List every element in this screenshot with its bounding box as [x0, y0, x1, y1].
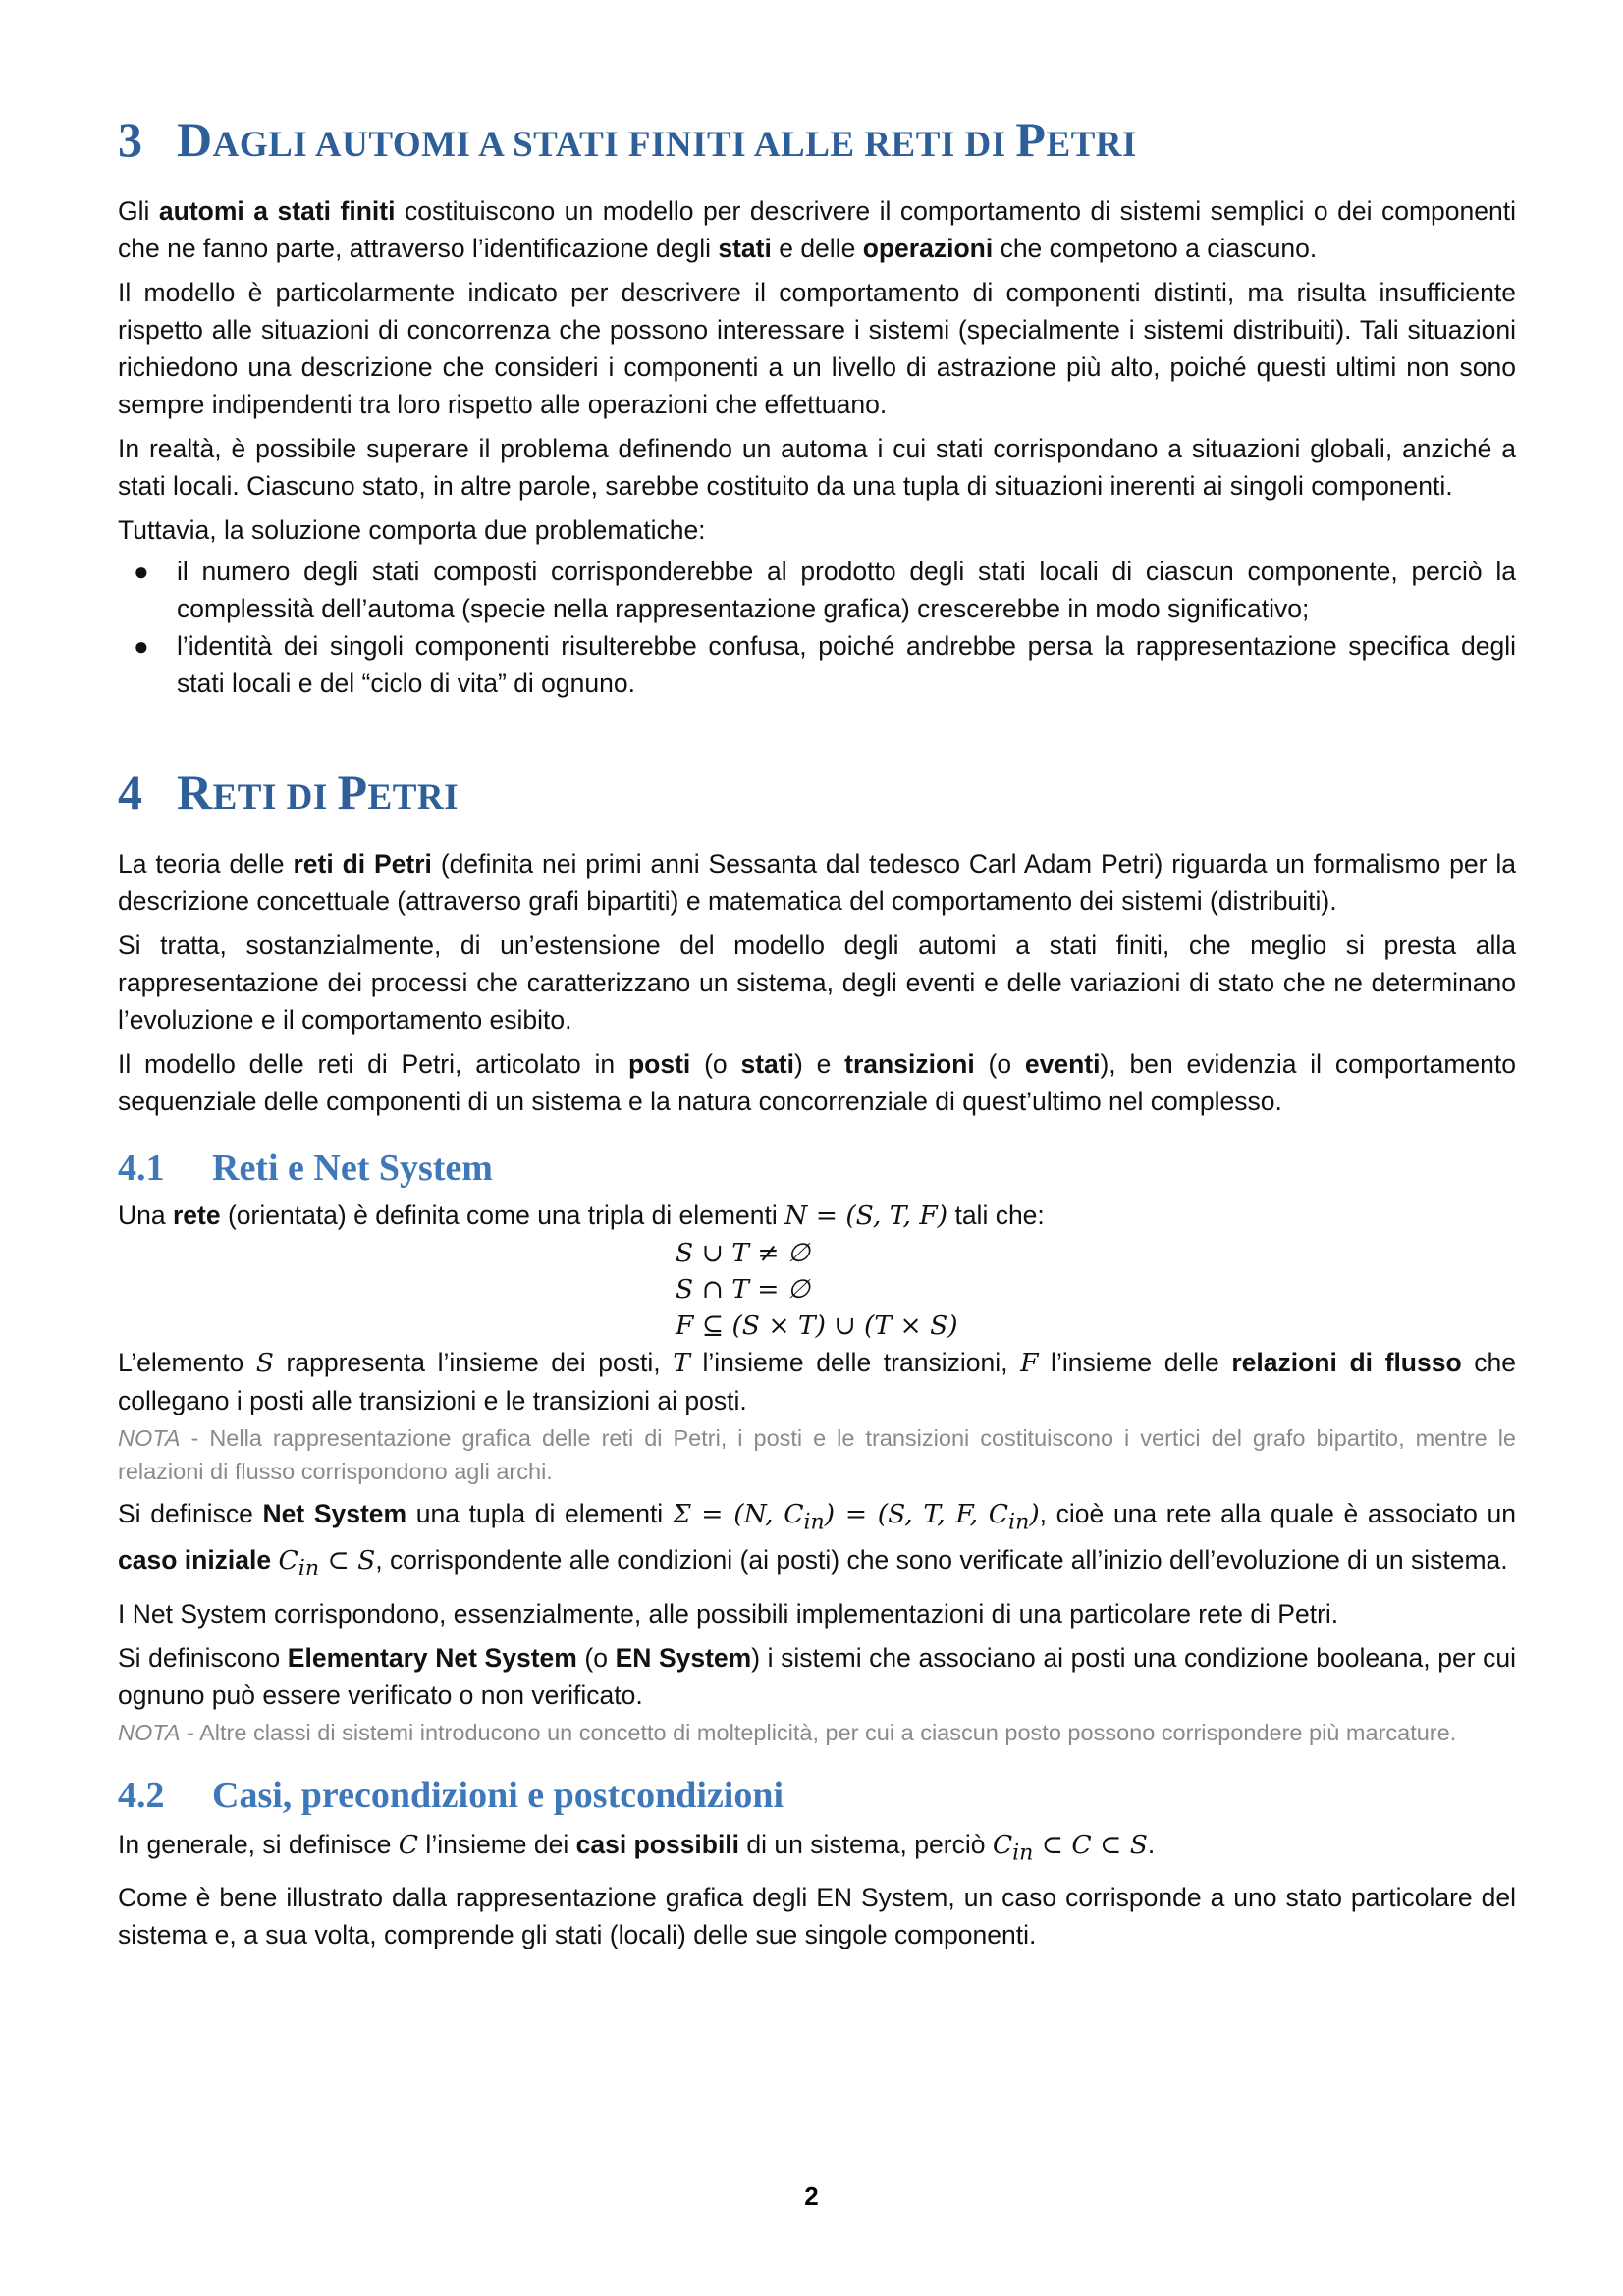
text-run: una tupla di elementi	[406, 1499, 673, 1528]
section-number: 3	[118, 112, 143, 167]
math-subscript: in	[803, 1510, 825, 1535]
bold-term: caso iniziale	[118, 1545, 272, 1575]
subsection-number: 4.2	[118, 1774, 165, 1816]
section-3-body	[118, 192, 1516, 702]
title-part: P	[337, 765, 368, 820]
bold-term: Net System	[262, 1499, 407, 1528]
section-4-heading	[118, 763, 1516, 828]
subsection-title: Reti e Net System	[212, 1148, 493, 1189]
section-title	[177, 765, 459, 820]
title-part: AGLI AUTOMI A STATI FINITI ALLE RETI DI	[212, 125, 1016, 165]
bold-term: stati	[740, 1049, 794, 1079]
title-part: ETRI	[367, 777, 460, 818]
paragraph	[118, 1495, 1516, 1588]
paragraph	[118, 1826, 1516, 1872]
formula: S ∩ T = ∅	[676, 1274, 811, 1305]
text-run: In realtà, è possibile superare il problema definendo un automa i cui stati corrispondano a situazioni globali, anziché a stati locali. Ciascuno stato, in altre parole, sarebbe costituito da una tupla di situazioni inerenti ai singoli componenti.	[118, 434, 1516, 501]
paragraph	[118, 430, 1516, 505]
list-item-text: l’identità dei singoli componenti risulterebbe confusa, poiché andrebbe persa la rappresentazione specifica degli stati locali e del “ciclo di vita” di ognuno.	[177, 631, 1516, 698]
bold-term: EN System	[615, 1642, 752, 1673]
note	[118, 1716, 1516, 1749]
note	[118, 1421, 1516, 1488]
math-expression: ⊂ S	[319, 1545, 376, 1576]
text-run: Il modello è particolarmente indicato per descrivere il comportamento di componenti distinti, ma risulta insufficiente rispetto alle situazioni di concorrenza che possono interessare i sistemi (specialmente i sistemi distribuiti). Tali situazioni richiedono una descrizione che consideri i componenti a un livello di astrazione più alto, poiché questi ultimi non sono sempre indipendenti tra loro rispetto alle operazioni che effettuano.	[118, 278, 1516, 419]
bold-term: casi possibili	[575, 1829, 740, 1859]
note-text: - Altre classi di sistemi introducono un concetto di molteplicità, per cui a ciascun posto possono corrispondere più marcature.	[180, 1719, 1457, 1745]
bold-term: posti	[627, 1049, 691, 1079]
bold-term: reti di Petri	[293, 849, 432, 879]
text-run: (o	[974, 1049, 1025, 1079]
text-run: Il modello delle reti di Petri, articolato in	[118, 1049, 628, 1079]
subsection-4-1-body	[118, 1197, 1516, 1749]
math-expression: S	[255, 1348, 274, 1378]
math-expression: C	[992, 1829, 1013, 1860]
note-label: NOTA	[118, 1425, 181, 1451]
paragraph	[118, 1344, 1516, 1419]
math-expression: Σ = (N, C	[672, 1499, 804, 1529]
math-subscript: in	[1012, 1840, 1034, 1865]
list-item	[118, 627, 1516, 702]
text-run: tali che:	[947, 1201, 1045, 1230]
paragraph	[118, 274, 1516, 423]
bold-term: transizioni	[844, 1049, 975, 1079]
text-run: ) e	[793, 1049, 845, 1079]
text-run: ) i sistemi che associano ai posti una condizione booleana, per cui ognuno può essere verificato o non verificato.	[118, 1642, 1516, 1710]
bold-term: relazioni di flusso	[1231, 1348, 1462, 1377]
list-item-text: il numero degli stati composti corrisponderebbe al prodotto degli stati locali di ciascun componente, perciò la complessità dell’automa (specie nella rappresentazione grafica) crescerebbe in modo significativo;	[177, 557, 1516, 623]
text-run: Si tratta, sostanzialmente, di un’estensione del modello degli automi a stati finiti, che meglio si presta alla rappresentazione dei processi che caratterizzano un sistema, degli eventi e delle variazioni di stato che ne determinano l’evoluzione e il comportamento esibito.	[118, 931, 1516, 1035]
section-title	[177, 112, 1137, 167]
text-run: Si definiscono	[118, 1642, 288, 1673]
text-run: l’insieme dei	[418, 1829, 576, 1859]
text-run: (definita nei primi anni Sessanta dal tedesco Carl Adam Petri) riguarda un formalismo per la descrizione concettuale (attraverso grafi bipartiti) e matematica del comportamento dei sistemi (distribuiti).	[118, 849, 1516, 916]
text-run	[271, 1545, 278, 1575]
section-number: 4	[118, 765, 143, 820]
text-run: In generale, si definisce	[118, 1829, 399, 1859]
bullet-list	[118, 553, 1516, 702]
document-page	[118, 110, 1516, 1953]
note-text: - Nella rappresentazione grafica delle reti di Petri, i posti e le transizioni costituiscono i vertici del grafo bipartito, mentre le relazioni di flusso corrispondono agli archi.	[118, 1425, 1516, 1484]
section-4-body	[118, 845, 1516, 1120]
title-part: D	[177, 112, 213, 167]
page-number: 2	[804, 2181, 819, 2211]
paragraph	[118, 927, 1516, 1039]
text-run: ), ben evidenzia il comportamento sequenziale delle componenti di un sistema e la natura concorrenziale di quest’ultimo nel complesso.	[118, 1049, 1516, 1116]
math-subscript: in	[1008, 1510, 1030, 1535]
math-expression: ⊂ C ⊂ S	[1033, 1829, 1148, 1860]
math-expression: )	[1029, 1499, 1040, 1529]
math-expression: N = (S, T, F)	[784, 1201, 948, 1231]
text-run: .	[1147, 1829, 1156, 1859]
text-run: di un sistema, perciò	[739, 1829, 993, 1859]
text-run: Si definisce	[118, 1499, 263, 1528]
subsection-title: Casi, precondizioni e postcondizioni	[212, 1774, 784, 1816]
math-expression: ) = (S, T, F, C	[824, 1499, 1009, 1529]
title-part: ETI DI	[212, 777, 338, 818]
text-run: costituiscono un modello per descrivere il comportamento di sistemi semplici o dei componenti che ne fanno parte, attraverso l’identificazione degli	[118, 196, 1516, 263]
section-3-heading	[118, 110, 1516, 175]
subsection-4-2-body	[118, 1826, 1516, 1953]
title-part: P	[1015, 112, 1047, 167]
math-expression: C	[398, 1829, 419, 1860]
bold-term: operazioni	[862, 234, 994, 263]
paragraph	[118, 192, 1516, 267]
text-run: , corrispondente alle condizioni (ai posti) che sono verificate all’inizio dell’evoluzione di un sistema.	[375, 1545, 1508, 1575]
subsection-4-2-heading	[118, 1771, 1516, 1820]
text-run: che competono a ciascuno.	[993, 234, 1318, 263]
formula-block	[118, 1235, 1516, 1344]
bullet-icon: ●	[134, 631, 149, 661]
text-run: , cioè una rete alla quale è associato un	[1039, 1499, 1517, 1528]
paragraph	[118, 1045, 1516, 1120]
text-run: (o	[576, 1642, 616, 1673]
list-item	[118, 553, 1516, 627]
subsection-number: 4.1	[118, 1148, 165, 1189]
paragraph	[118, 1595, 1516, 1632]
text-run: l’insieme delle	[1038, 1348, 1232, 1377]
text-run: (o	[690, 1049, 741, 1079]
paragraph	[118, 1639, 1516, 1714]
bold-term: eventi	[1024, 1049, 1101, 1079]
text-run: (orientata) è definita come una tripla di elementi	[220, 1201, 785, 1230]
bold-term: stati	[718, 234, 772, 263]
text-run: che collegano i posti alle transizioni e le transizioni ai posti.	[118, 1348, 1517, 1415]
title-part: ETRI	[1046, 125, 1137, 165]
math-expression: F	[1020, 1348, 1039, 1378]
text-run: Gli	[118, 196, 159, 226]
math-subscript: in	[298, 1556, 320, 1581]
title-part: R	[177, 765, 213, 820]
subsection-4-1-heading	[118, 1144, 1516, 1193]
paragraph	[118, 1879, 1516, 1953]
bold-term: rete	[172, 1201, 221, 1230]
formula: F ⊆ (S × T) ∪ (T × S)	[676, 1310, 958, 1341]
paragraph	[118, 1197, 1516, 1235]
bullet-icon: ●	[134, 557, 149, 586]
note-label: NOTA	[118, 1719, 181, 1745]
math-expression: C	[278, 1545, 298, 1576]
paragraph	[118, 511, 1516, 549]
text-run: L’elemento	[118, 1348, 256, 1377]
math-expression: T	[673, 1348, 690, 1378]
text-run: e delle	[771, 234, 863, 263]
text-run: Come è bene illustrato dalla rappresentazione grafica degli EN System, un caso corrisponde a uno stato particolare del sistema e, a sua volta, comprende gli stati (locali) delle sue singole componenti.	[118, 1882, 1516, 1949]
text-run: I Net System corrispondono, essenzialmente, alle possibili implementazioni di una particolare rete di Petri.	[118, 1598, 1339, 1629]
text-run: La teoria delle	[118, 849, 294, 879]
formula: S ∪ T ≠ ∅	[676, 1238, 811, 1268]
paragraph	[118, 845, 1516, 920]
text-run: Una	[118, 1201, 173, 1230]
bold-term: Elementary Net System	[287, 1642, 577, 1673]
text-run: Tuttavia, la soluzione comporta due problematiche:	[118, 515, 706, 545]
text-run: l’insieme delle transizioni,	[689, 1348, 1021, 1377]
bold-term: automi a stati finiti	[158, 196, 396, 226]
text-run: rappresenta l’insieme dei posti,	[273, 1348, 674, 1377]
